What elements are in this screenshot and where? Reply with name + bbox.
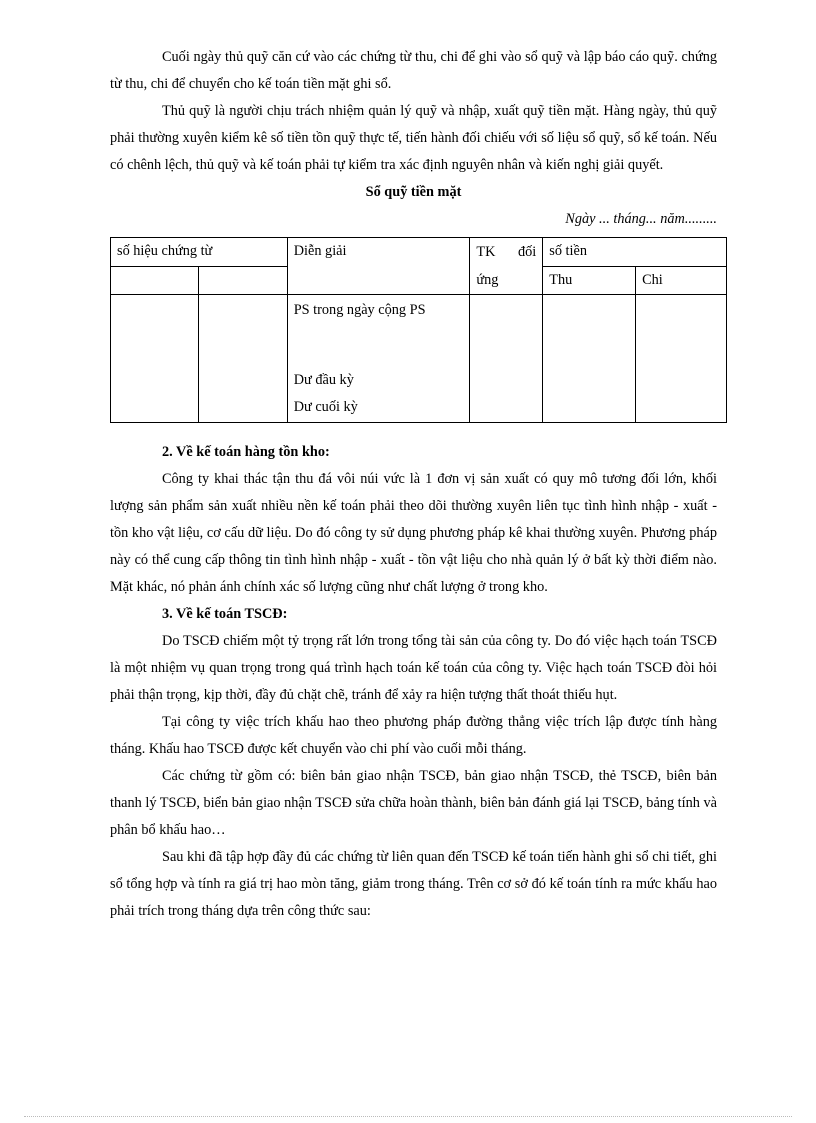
page-bottom-divider bbox=[24, 1116, 792, 1117]
ledger-date-line: Ngày ... tháng... năm......... bbox=[565, 211, 717, 227]
paragraph-fixed-assets-2: Tại công ty việc trích khấu hao theo phương pháp đường thẳng việc trích lập được tính hàng tháng. Khấu hao TSCĐ được kết chuyển vào chi phí vào cuối mỗi tháng. bbox=[110, 714, 717, 757]
paragraph-inventory: Công ty khai thác tận thu đá vôi núi vức là 1 đơn vị sản xuất có quy mô tương đối lớn, khối lượng sản phẩm sản xuất nhiều nền kế toán phải theo dõi thường xuyên liên tục tình hình nhập - xuất - tồn kho vật liệu, cơ cấu dữ liệu. Do đó công ty sử dụng phương pháp kê khai thường xuyên. Phương pháp này có thể cung cấp thông tin tình hình nhập - xuất - tồn vật liệu cho nhà quản lý ở bất kỳ thời điểm nào. Mặt khác, nó phản ánh chính xác số lượng cũng như chất lượng ở trong kho. bbox=[110, 471, 717, 595]
row-ps-total: PS trong ngày cộng PS bbox=[293, 302, 426, 318]
paragraph-fixed-assets-1: Do TSCĐ chiếm một tỷ trọng rất lớn trong tổng tài sản của công ty. Do đó việc hạch toán TSCĐ là một nhiệm vụ quan trọng trong quá trình hạch toán kế toán của công ty. Việc hạch toán TSCĐ đòi hỏi phải thận trọng, kịp thời, đầy đủ chặt chẽ, tránh để xảy ra hiện tượng thất thoát thiếu hụt. bbox=[110, 633, 717, 703]
header-receipt: Thu bbox=[543, 267, 636, 295]
cash-ledger-table bbox=[110, 237, 727, 423]
body-voucher-2 bbox=[198, 295, 287, 423]
body-description bbox=[287, 295, 470, 423]
header-account: TK đối ứng bbox=[470, 238, 543, 295]
body-voucher-1 bbox=[111, 295, 199, 423]
row-closing-balance: Dư cuối kỳ bbox=[293, 399, 358, 415]
header-voucher-sub-2 bbox=[198, 267, 287, 295]
paragraph-cash-report: Cuối ngày thủ quỹ căn cứ vào các chứng từ thu, chi để ghi vào sổ quỹ và lập báo cáo quỹ. chứng từ thu, chi để chuyển cho kế toán tiền mặt ghi sổ. bbox=[110, 49, 717, 92]
paragraph-fixed-assets-3: Các chứng từ gồm có: biên bản giao nhận TSCĐ, bản giao nhận TSCĐ, thẻ TSCĐ, biên bản thanh lý TSCĐ, biển bản giao nhận TSCĐ sửa chữa hoàn thành, biên bản đánh giá lại TSCĐ, bảng tính và phân bổ khấu hao… bbox=[110, 768, 717, 838]
row-opening-balance: Dư đầu kỳ bbox=[293, 372, 354, 388]
section-heading-fixed-assets: 3. Về kế toán TSCĐ: bbox=[162, 606, 288, 622]
header-description: Diễn giải bbox=[287, 238, 470, 295]
section-heading-inventory: 2. Về kế toán hàng tồn kho: bbox=[162, 444, 330, 460]
paragraph-cashier-duty: Thủ quỹ là người chịu trách nhiệm quản lý quỹ và nhập, xuất quỹ tiền mặt. Hàng ngày, thủ quỹ phải thường xuyên kiểm kê số tiền tồn quỹ thực tế, tiến hành đối chiếu với số liệu sổ quỹ, sổ kế toán. Nếu có chênh lệch, thủ quỹ và kế toán phải tự kiểm tra xác định nguyên nhân và kiến nghị giải quyết. bbox=[110, 103, 717, 173]
document-page bbox=[110, 44, 717, 925]
header-amount: số tiền bbox=[543, 238, 727, 267]
paragraph-fixed-assets-4: Sau khi đã tập hợp đầy đủ các chứng từ liên quan đến TSCĐ kế toán tiến hành ghi sổ chi tiết, ghi sổ tổng hợp và tính ra giá trị hao mòn tăng, giảm trong tháng. Trên cơ sở đó kế toán tính ra mức khấu hao phải trích trong tháng dựa trên công thức sau: bbox=[110, 849, 717, 919]
ledger-title: Sổ quỹ tiền mặt bbox=[365, 184, 462, 200]
header-payment: Chi bbox=[636, 267, 727, 295]
header-voucher-number: số hiệu chứng từ bbox=[111, 238, 288, 267]
header-voucher-sub-1 bbox=[111, 267, 199, 295]
body-receipt bbox=[543, 295, 636, 423]
body-payment bbox=[636, 295, 727, 423]
body-account bbox=[470, 295, 543, 423]
